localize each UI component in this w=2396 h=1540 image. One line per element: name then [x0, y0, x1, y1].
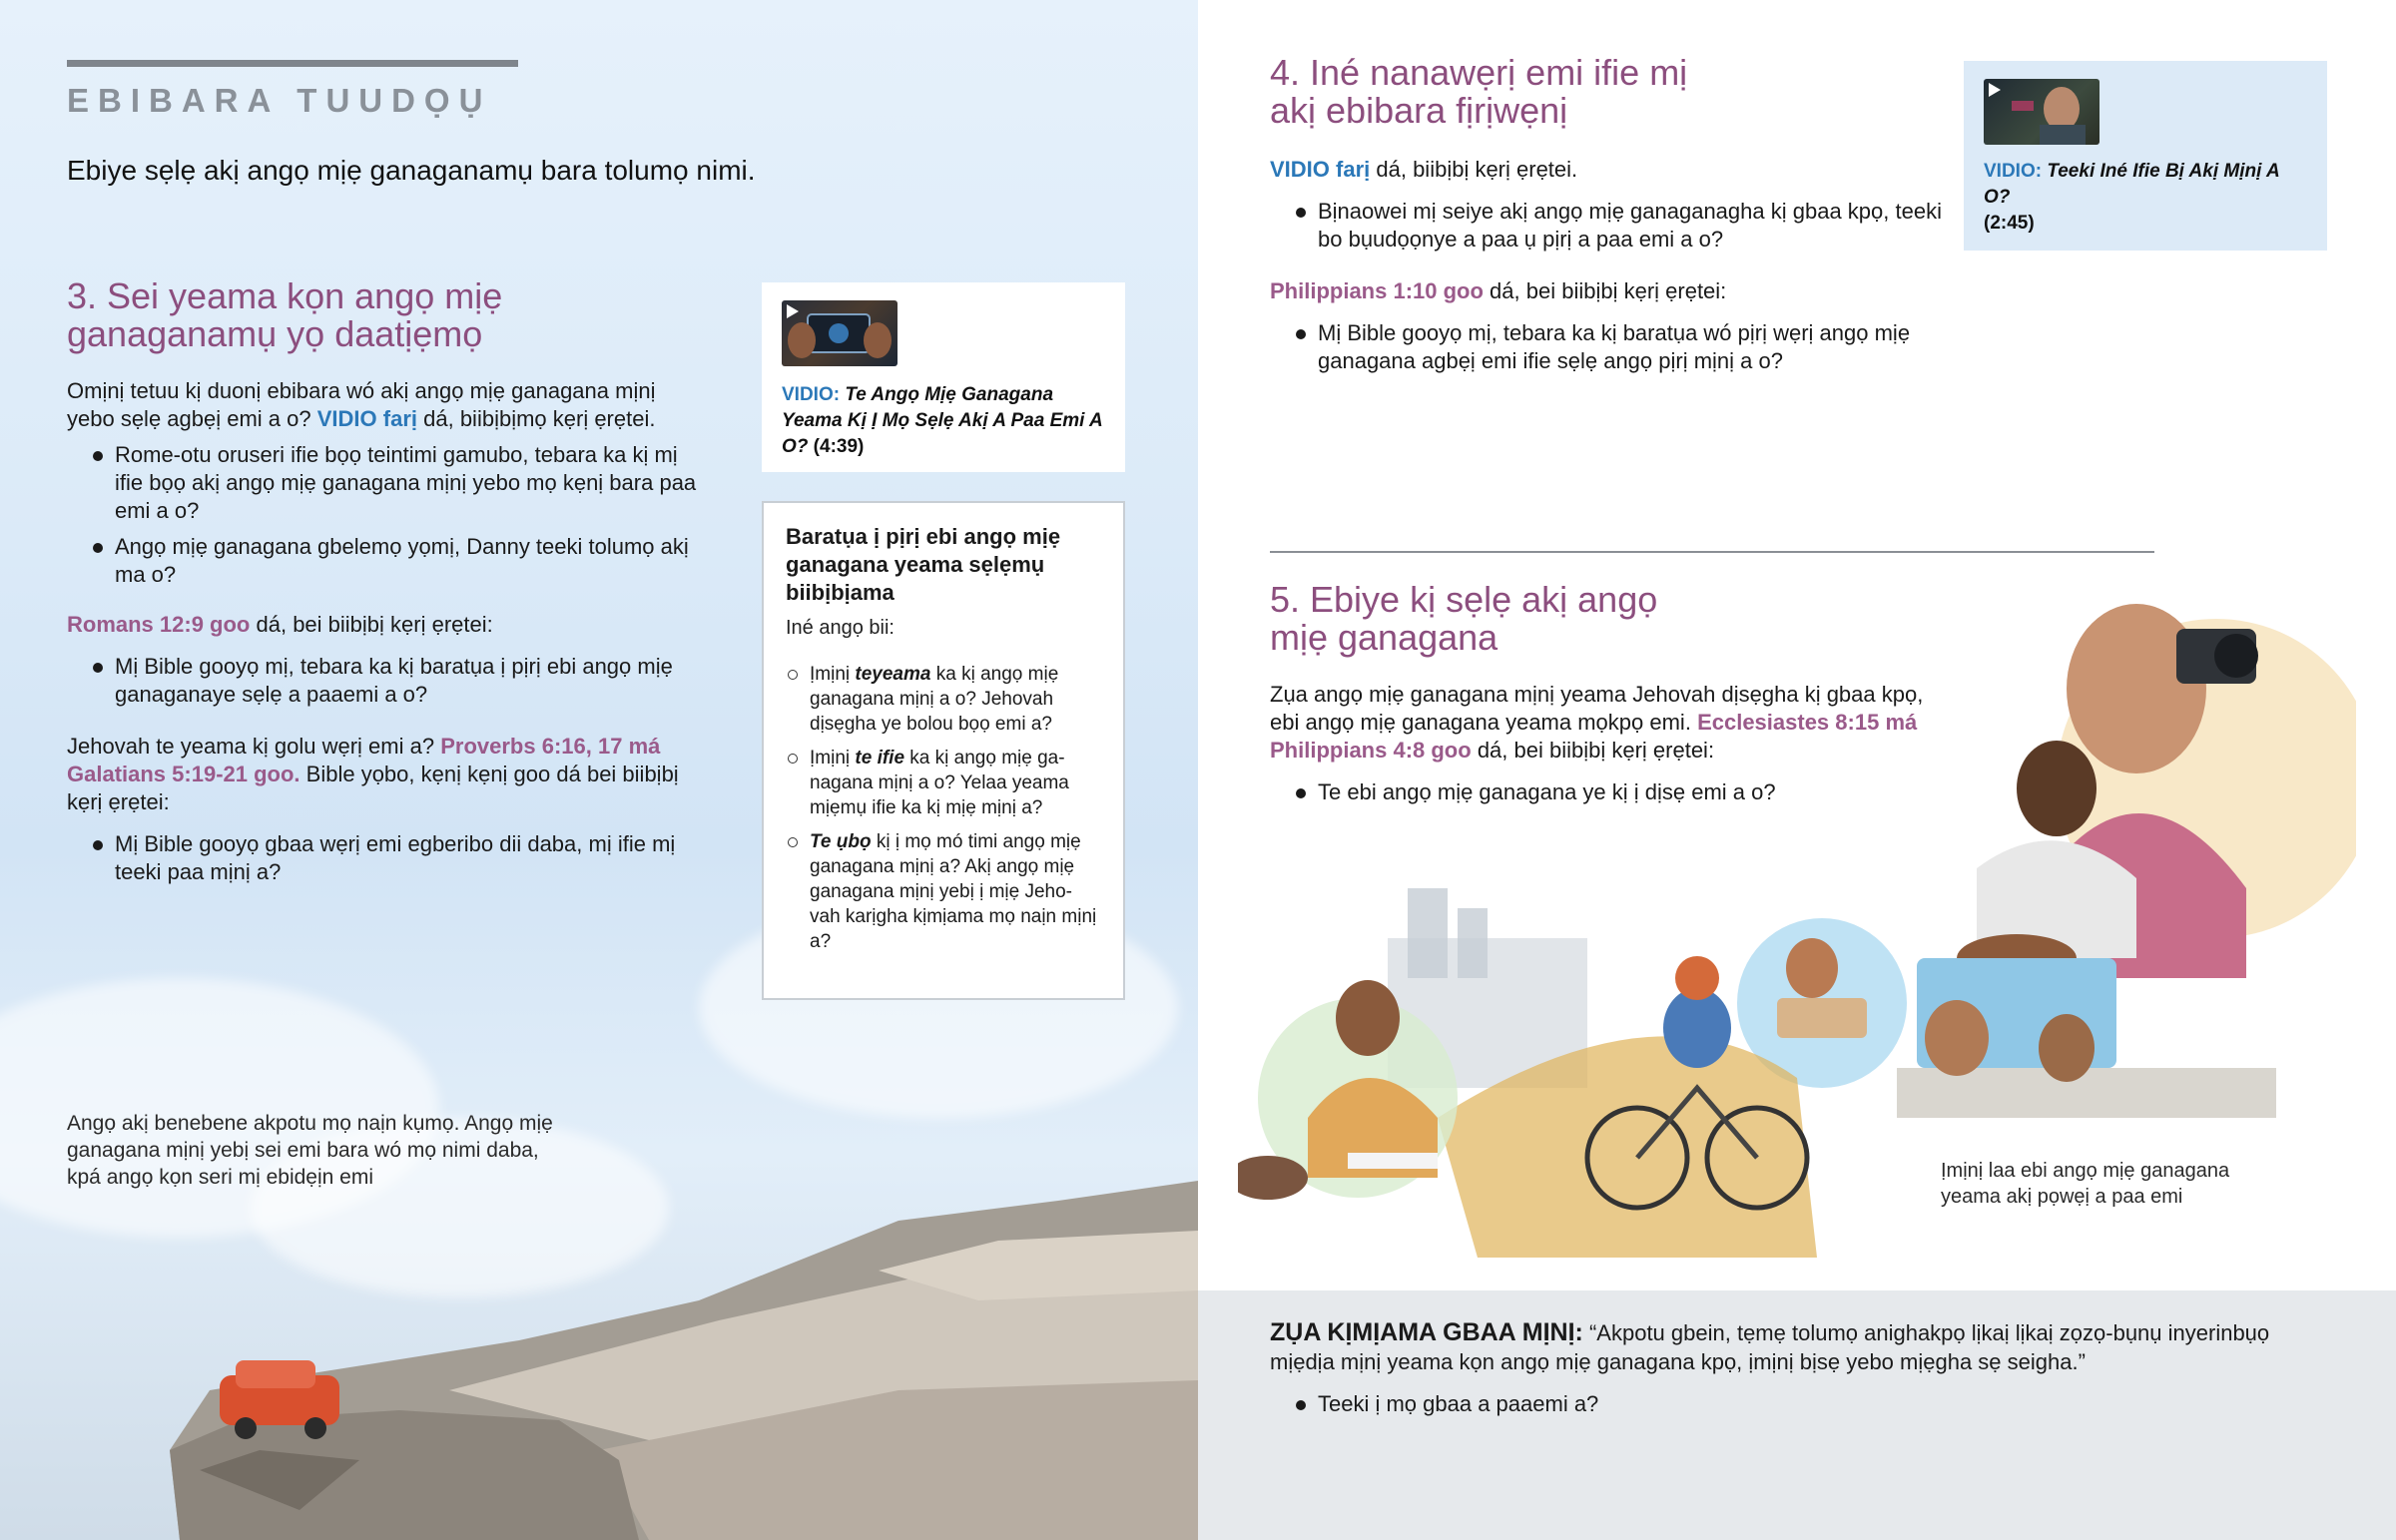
- questions-box-title: Baratụa ị pịrị ebi angọ mịẹ ganagana yeama sẹlẹmụ biibịbịama: [786, 524, 1061, 605]
- video-card[interactable]: [1964, 61, 2327, 251]
- para-text: Jehovah te yeama kị golu wẹrị emi a?: [67, 734, 435, 759]
- questions-box: [762, 501, 1125, 1000]
- section-5-heading-line1: 5. Ebiye kị sẹlẹ akị angọ: [1270, 579, 1658, 620]
- illustration-caption: Angọ akị benebene akpotu mọ naịn kụmọ. Angọ mịẹ ganagana mịnị yebị sei emi bara wó mọ nimi daba, kpá angọ kọn seri mị ebidẹịn emi: [67, 1112, 553, 1189]
- scripture-link[interactable]: Ecclesiastes 8:15: [1697, 710, 1880, 735]
- scripture-link[interactable]: Proverbs 6:16, 17: [440, 734, 623, 759]
- video-thumbnail[interactable]: [782, 300, 898, 366]
- cliff-illustration: [0, 1091, 1198, 1540]
- person-thumbnail-image: [1984, 79, 2099, 145]
- para-text: dá, bei biibịbị kẹrị ẹrẹtei:: [256, 612, 493, 637]
- section-eyebrow: EBIBARA TUUDỌỤ: [67, 82, 492, 119]
- section-3-body: [67, 377, 706, 886]
- summary-bullets: [1270, 1390, 1969, 1418]
- section-4-heading: [1270, 54, 1687, 130]
- section-4-bullets-1: [1270, 198, 1959, 254]
- section-4-vid-line: [1270, 156, 1959, 184]
- scripture-link[interactable]: má Galatians 5:19-21 goo.: [67, 734, 661, 786]
- q-text: ka kị angọ mịẹ ga-nagana mịnị a o? Yelaa yeama mịẹmụ ifie ka kị mịẹ mịnị a?: [810, 748, 1069, 818]
- video-duration: (4:39): [813, 436, 865, 457]
- video-link[interactable]: VIDIO farị: [1270, 157, 1371, 182]
- video-link[interactable]: VIDIO farị: [316, 406, 417, 431]
- scripture-link[interactable]: má Philippians 4:8 goo: [1270, 710, 1918, 763]
- phone-game-image: [782, 300, 898, 366]
- q-text: ka kị angọ mịẹ ganagana mịnị a o? Jehovah dịsẹgha ye bolou bọọ emi a?: [810, 664, 1059, 735]
- lesson-intro: Ebiye sẹlẹ akị angọ mịẹ ganaganamụ bara tolumọ nimi.: [67, 155, 756, 186]
- summary-text: [1270, 1318, 2328, 1376]
- q-text: Ịmịnị: [810, 748, 856, 769]
- section-3-bullets-2: [67, 653, 706, 709]
- play-icon: [1989, 83, 2001, 97]
- video-card[interactable]: [762, 282, 1125, 472]
- summary-band: [1198, 1290, 2396, 1540]
- section-4-ref-line: [1270, 277, 1959, 305]
- illustration-caption: Ịmịnị laa ebi angọ mịẹ ganagana yeama akị pọwẹị a paa emi: [1941, 1160, 2230, 1208]
- list-item: Rome-otu oruseri ifie bọọ teintimi gamubo, tebara ka kị mị ifie bọọ akị angọ mịẹ ganagana mịnị yebo mọ kẹnị bara paa emi a o?: [67, 441, 706, 525]
- q-emphasis: te ifie: [855, 748, 905, 769]
- section-4-heading-line1: 4. Iné nanawẹrị emi ifie mị: [1270, 52, 1688, 93]
- list-item: Mị Bible gooyọ mị, tebara ka kị baratụa wó pịrị wẹrị angọ mịẹ ganagana agbẹị emi ifie sẹlẹ angọ pịrị mịnị a o?: [1270, 319, 1959, 375]
- section-4-heading-line2: akị ebibara fịrịwẹnị: [1270, 90, 1568, 131]
- para-text: dá, bei biibịbị kẹrị ẹrẹtei:: [1477, 738, 1715, 763]
- section-3-bullets-3: [67, 830, 706, 886]
- summary-label: ZỤA KỊMỊAMA GBAA MỊNỊ:: [1270, 1318, 1583, 1346]
- section-3-ref-line: [67, 611, 706, 639]
- list-item: Mị Bible gooyọ mị, tebara ka kị baratụa ị pịrị ebi angọ mịẹ ganaganaye sẹlẹ a paaemi a o?: [67, 653, 706, 709]
- summary-quote: “Akpotu gbein, tẹmẹ tolumọ anighakpọ lịkaị lịkaị zọzọ-bụnụ inyerinbụọ mịẹdịa mịnị yeama kọn angọ mịẹ ganagana kpọ, ịmịnị bịsẹ yebo mịẹgha sẹ seigha.”: [1270, 1320, 2270, 1374]
- list-item: Mị Bible gooyọ gbaa wẹrị emi egberibo dii daba, mị ifie mị teeki paa mịnị a?: [67, 830, 706, 886]
- section-3-para1: [67, 377, 706, 433]
- section-3-para3: [67, 733, 706, 816]
- para-text: yebo sẹlẹ agbẹị emi a o?: [67, 406, 311, 431]
- section-top-rule: [67, 60, 518, 67]
- video-thumbnail[interactable]: [1984, 79, 2099, 145]
- scripture-link[interactable]: Romans 12:9 goo: [67, 612, 251, 637]
- section-5-heading-line2: mịẹ ganagana: [1270, 617, 1498, 658]
- para-text: Zụa angọ mịẹ ganagana mịnị yeama Jehovah dịsẹgha kị gbaa kpọ, ebi angọ mịẹ ganagana yeama mọkpọ emi.: [1270, 682, 1924, 735]
- question-item: [786, 746, 1101, 820]
- para-text: dá, bei biibịbị kẹrị ẹrẹtei:: [1490, 278, 1727, 303]
- section-4-body: [1270, 156, 1959, 375]
- para-text: Bible yọbo, kẹnị kẹnị goo dá bei biibịbị kẹrị ẹrẹtei:: [67, 762, 679, 814]
- video-title: Te Angọ Mịẹ Ganagana Yeama Kị Ị Mọ Sẹlẹ Akị A Paa Emi A O?: [782, 384, 1103, 457]
- q-text: kị ị mọ mó timi angọ mịẹ ganagana mịnị a? Akị angọ mịẹ ganagana mịnị yebị ị mịẹ Jeho-vah karịgha kịmịama mọ naịn mịnị a?: [810, 831, 1097, 952]
- questions-list: [786, 662, 1101, 954]
- para-text: dá, biibịbịmọ kẹrị ẹrẹtei.: [423, 406, 656, 431]
- question-item: [786, 662, 1101, 737]
- play-icon: [787, 304, 799, 318]
- section-divider: [1270, 551, 2154, 553]
- question-item: [786, 829, 1101, 954]
- video-label: VIDIO:: [1984, 161, 2043, 182]
- scripture-link[interactable]: Philippians 1:10 goo: [1270, 278, 1484, 303]
- list-item: Bịnaowei mị seiye akị angọ mịẹ ganaganagha kị gbaa kpọ, teeki bo bụudọọnye a paa ụ pịrị a paa emi a o?: [1270, 198, 1959, 254]
- video-caption: [782, 382, 1105, 460]
- q-emphasis: Te ụbọ: [810, 831, 872, 852]
- q-text: Ịmịnị: [810, 664, 856, 685]
- section-3-heading-line1: 3. Sei yeama kọn angọ mịẹ: [67, 275, 503, 316]
- section-3-heading-line2: ganaganamụ yọ daatịẹmọ: [67, 313, 483, 354]
- list-item: Te ebi angọ mịẹ ganagana ye kị ị dịsẹ emi a o?: [1270, 778, 1949, 806]
- questions-box-subtitle: Iné angọ bii:: [786, 617, 895, 639]
- para-text: Omịnị tetuu kị duonị ebibara wó akị angọ mịẹ ganagana mịnị: [67, 378, 656, 403]
- list-item: Teeki ị mọ gbaa a paaemi a?: [1270, 1390, 1969, 1418]
- para-text: dá, biibịbị kẹrị ẹrẹtei.: [1376, 157, 1578, 182]
- video-duration: (2:45): [1984, 213, 2035, 234]
- video-title: Teeki Iné Ifie Bị Akị Mịnị A O?: [1984, 161, 2279, 208]
- section-3-bullets-1: [67, 441, 706, 589]
- section-4-bullets-2: [1270, 319, 1959, 375]
- q-emphasis: teyeama: [855, 664, 931, 685]
- video-caption: [1984, 159, 2307, 237]
- section-3-heading: [67, 277, 502, 353]
- list-item: Angọ mịẹ ganagana gbelemọ yọmị, Danny teeki tolumọ akị ma o?: [67, 533, 706, 589]
- video-label: VIDIO:: [782, 384, 841, 405]
